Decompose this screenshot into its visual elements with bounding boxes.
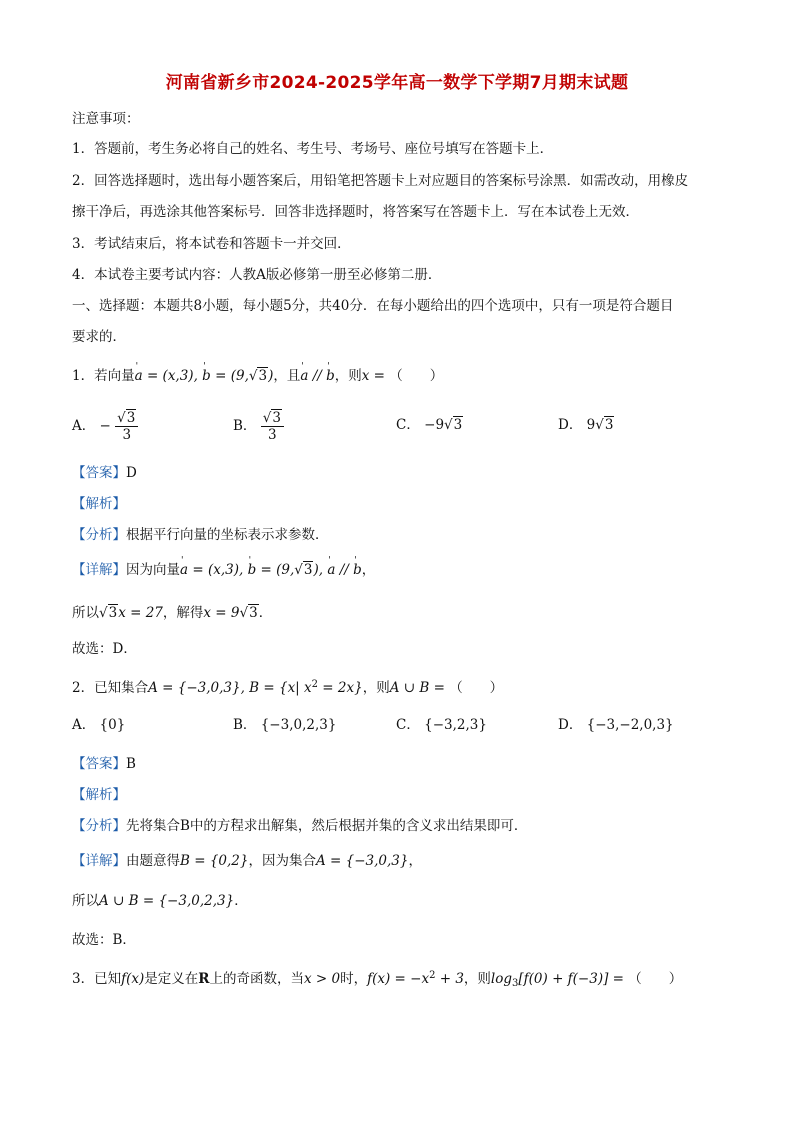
notice-item-2: 2．回答选择题时，选出每小题答案后，用铅笔把答题卡上对应题目的答案标号涂黑．如需改动，用橡皮	[72, 173, 689, 189]
notice-item-2-cont: 擦干净后，再选涂其他答案标号．回答非选择题时，将答案写在答题卡上．写在本试卷上无效．	[72, 204, 639, 220]
fraction: $\frac{√3}{3}$	[115, 410, 138, 443]
question-3: 3．已知f(x)是定义在R上的奇函数，当x > 0时，$f(x) = -x^2 + 3$，则$\log_3[f(0) + f(-3)]$ = （ ）	[72, 970, 683, 989]
answer-value: D	[126, 465, 137, 481]
q2-fenxi: 【分析】先将集合B中的方程求出解集，然后根据并集的含义求出结果即可．	[72, 818, 528, 834]
vector-a-definition: ' a = (x,3), ' b = (9,√3)	[135, 368, 274, 384]
question-1: 1．若向量' a = (x,3), ' b = (9,√3)，且' a // ' b，则x = （ ）	[72, 367, 443, 385]
q2-answer: 【答案】B	[72, 756, 136, 772]
question-1-prefix: 1．若向量	[72, 368, 135, 384]
question-2: 2．已知集合A = {−3,0,3}, B = {x| $x^2 = 2x$}，则A ∪ B = （ ）	[72, 679, 504, 696]
q2-choose: 故选：B．	[72, 932, 136, 948]
answer-label: 【答案】	[72, 465, 126, 481]
question-1-suffix: ，则	[334, 368, 362, 384]
notice-item-1: 1．答题前，考生务必将自己的姓名、考生号、考场号、座位号填写在答题卡上．	[72, 141, 554, 157]
q2-option-d: D． {−3,−2,0,3}	[558, 717, 674, 733]
q2-analysis-label: 【解析】	[72, 787, 126, 803]
q2-option-a: A． {0}	[72, 717, 126, 733]
notice-heading: 注意事项：	[72, 111, 140, 127]
q1-analysis-label: 【解析】	[72, 496, 126, 512]
q1-answer	[72, 464, 137, 482]
question-1-tail: （ ）	[389, 368, 444, 384]
q2-option-c: C． {−3,2,3}	[396, 717, 487, 733]
q1-option-c: C． −9√3	[396, 417, 463, 433]
section-heading-cont: 要求的．	[72, 329, 126, 345]
fraction: $\frac{√3}{3}$	[261, 410, 284, 443]
notice-item-3: 3．考试结束后，将本试卷和答题卡一并交回．	[72, 236, 351, 252]
q1-fenxi: 【分析】根据平行向量的坐标表示求参数．	[72, 527, 329, 543]
parallel-condition: ' a // ' b	[300, 368, 334, 384]
q1-option-a: A． − $\frac{√3}{3}$	[72, 410, 138, 443]
q1-option-b: B． $\frac{√3}{3}$	[233, 410, 284, 443]
q1-option-d: D． 9√3	[558, 417, 614, 433]
q2-solve: 所以A ∪ B = {−3,0,2,3}．	[72, 893, 248, 909]
question-1-mid: ，且	[273, 368, 301, 384]
q1-choose: 故选：D．	[72, 641, 137, 657]
q2-xiangjie: 【详解】由题意得B = {0,2}，因为集合A = {−3,0,3}，	[72, 853, 422, 869]
section-heading: 一、选择题：本题共8小题，每小题5分，共40分．在每小题给出的四个选项中，只有一项是符合题目	[72, 298, 674, 314]
page-title: 河南省新乡市2024-2025学年高一数学下学期7月期末试题	[165, 73, 629, 93]
q1-solve: 所以√3x = 27，解得x = 9√3．	[72, 605, 273, 621]
notice-item-4: 4．本试卷主要考试内容：人教A版必修第一册至必修第二册．	[72, 267, 442, 283]
q1-xiangjie: 【详解】因为向量' a = (x,3), ' b = (9,√3), ' a // ' b，	[72, 561, 375, 579]
q2-option-b: B． {−3,0,2,3}	[233, 717, 337, 733]
